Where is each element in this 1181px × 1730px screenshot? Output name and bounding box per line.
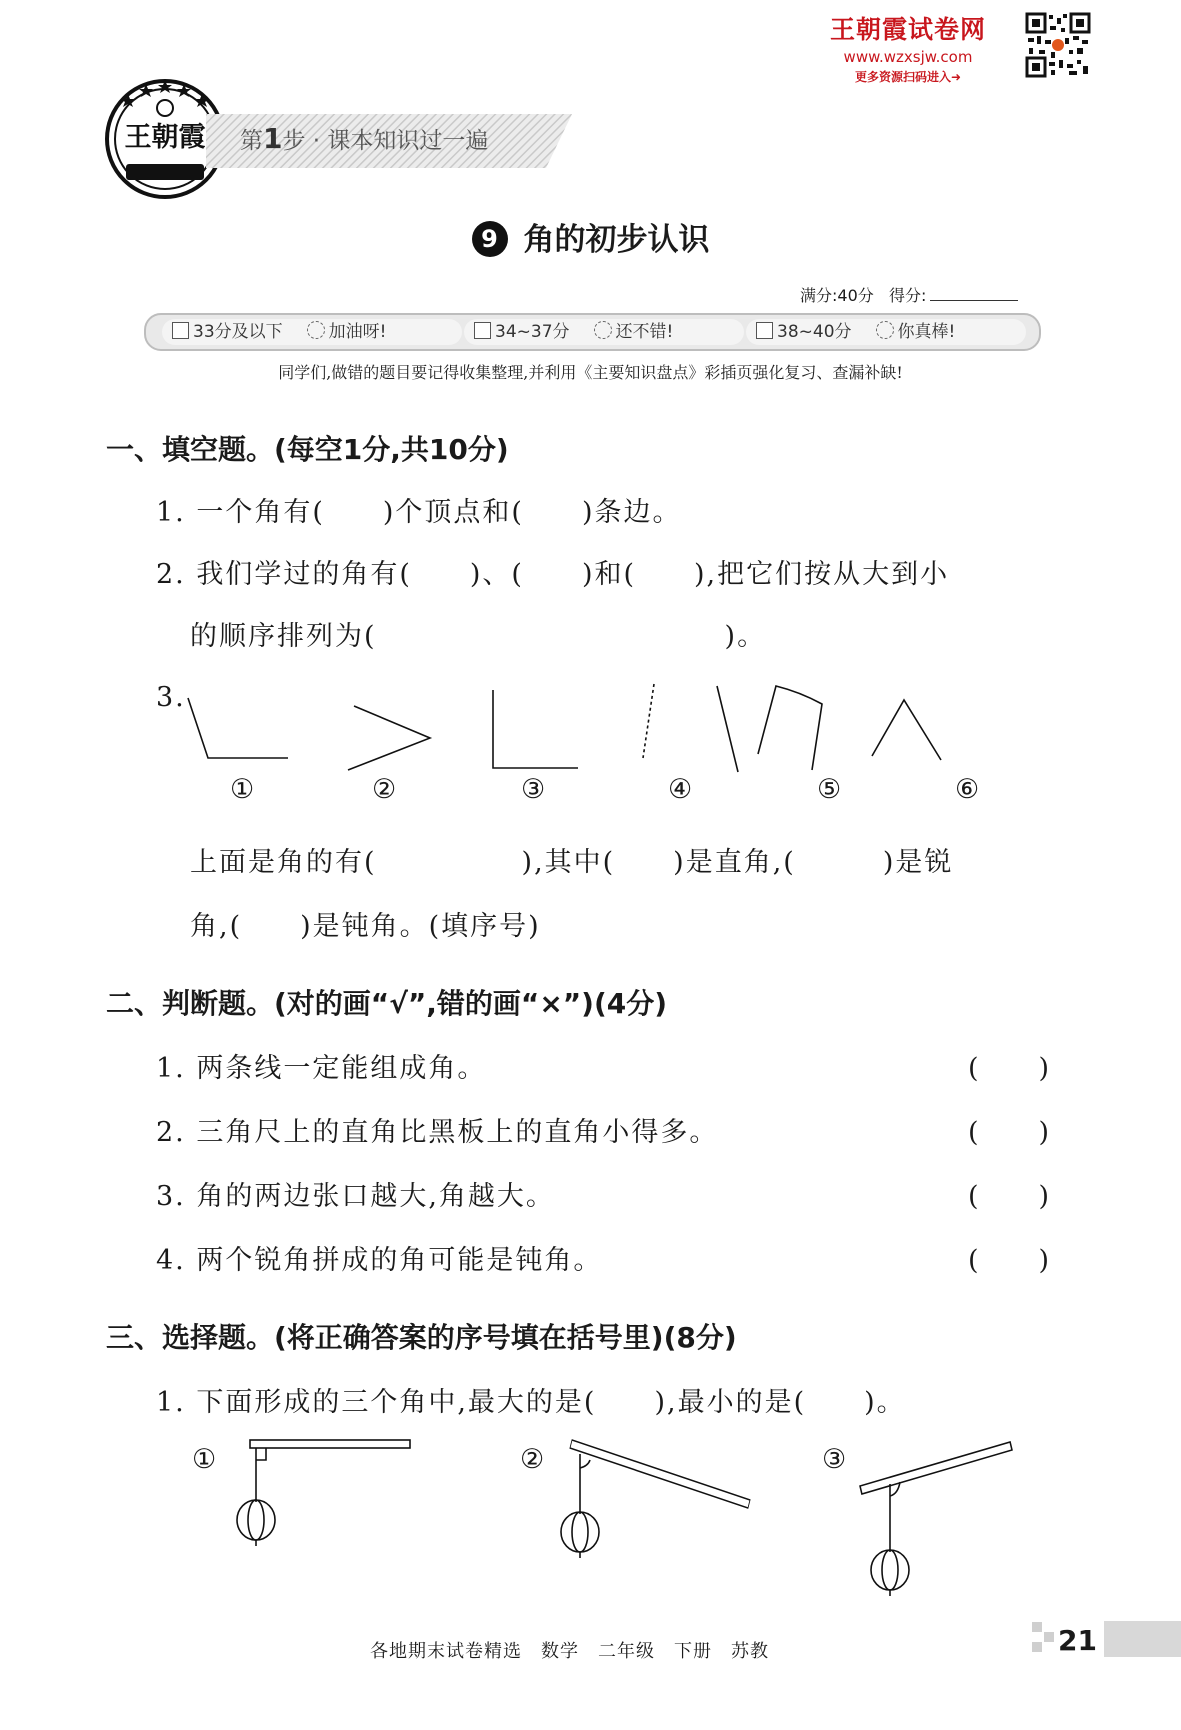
score-blank[interactable] xyxy=(930,286,1018,301)
s2-item-1: 1. 两条线一定能组成角。 xyxy=(156,1053,487,1084)
page-number-bar xyxy=(1104,1621,1181,1657)
s3-question-1: 1. 下面形成的三个角中,最大的是( ),最小的是( )。 xyxy=(156,1387,906,1418)
rating-range: 34~37分 xyxy=(495,322,570,342)
s2-answer-blank-2[interactable]: ( ) xyxy=(968,1117,1052,1148)
figure-label-5: ⑤ xyxy=(817,774,842,805)
s2-answer-blank-4[interactable]: ( ) xyxy=(968,1245,1052,1276)
brand-scan-text: 更多资源扫码进入➜ xyxy=(854,70,962,84)
s2-answer-blank-3[interactable]: ( ) xyxy=(968,1181,1052,1212)
figure-label-2: ② xyxy=(372,774,397,805)
step-suffix: 步 · 课本知识过一遍 xyxy=(282,128,489,154)
lantern-figure-2 xyxy=(561,1440,750,1558)
s1-question-3-line2: 角,( )是钝角。(填序号) xyxy=(190,911,541,942)
footer-book-info: 各地期末试卷精选 数学 二年级 下册 苏教 xyxy=(370,1641,769,1662)
s2-item-3: 3. 角的两边张口越大,角越大。 xyxy=(156,1181,555,1212)
seal-logo-text: 王朝霞 xyxy=(124,122,206,153)
s2-answer-blank-1[interactable]: ( ) xyxy=(968,1053,1052,1084)
rating-range: 33分及以下 xyxy=(193,322,283,342)
face-icon xyxy=(307,321,325,339)
s1-question-2-line2: 的顺序排列为( )。 xyxy=(190,621,767,652)
corner-squares-icon xyxy=(1032,1622,1054,1654)
figure-2-shape xyxy=(348,706,430,770)
step-number: 1 xyxy=(263,122,283,155)
figure-6-shape xyxy=(872,700,941,760)
score-label: 得分: xyxy=(889,286,927,305)
rating-option-high[interactable] xyxy=(746,319,1026,345)
brand-header xyxy=(830,10,986,85)
score-line xyxy=(800,283,1018,306)
lantern-figure-label-1: ① xyxy=(192,1444,217,1475)
s1-question-2-line1: 2. 我们学过的角有( )、( )和( ),把它们按从大到小 xyxy=(156,559,950,590)
lantern-figure-3 xyxy=(860,1442,1012,1596)
figure-3-shape xyxy=(493,690,578,768)
rating-comment: 还不错! xyxy=(615,322,674,342)
s1-question-3-line1: 上面是角的有( ),其中( )是直角,( )是锐 xyxy=(190,847,954,878)
step-title xyxy=(240,122,488,155)
figure-4-right-line xyxy=(717,686,738,772)
rating-option-low[interactable] xyxy=(162,319,462,345)
rating-comment: 加油呀! xyxy=(328,322,387,342)
qr-code-icon[interactable] xyxy=(1025,12,1091,78)
section-1-heading: 一、填空题。(每空1分,共10分) xyxy=(106,433,509,466)
brand-name: 王朝霞试卷网 xyxy=(830,15,987,44)
face-icon xyxy=(594,321,612,339)
lantern-figure-label-3: ③ xyxy=(822,1444,847,1475)
lantern-figure-label-2: ② xyxy=(520,1444,545,1475)
figure-label-6: ⑥ xyxy=(955,774,980,805)
study-note: 同学们,做错的题目要记得收集整理,并利用《主要知识盘点》彩插页强化复习、查漏补缺! xyxy=(278,363,903,382)
section-2-heading: 二、判断题。(对的画“√”,错的画“×”)(4分) xyxy=(106,987,668,1020)
self-rating-bar xyxy=(144,313,1041,351)
figure-5-shape xyxy=(758,686,822,770)
lantern-figure-1 xyxy=(237,1440,410,1546)
s2-item-2: 2. 三角尺上的直角比黑板上的直角小得多。 xyxy=(156,1117,719,1148)
angle-figures xyxy=(180,668,1040,778)
lesson-title: 角的初步认识 xyxy=(523,222,710,258)
s1-question-1: 1. 一个角有( )个顶点和( )条边。 xyxy=(156,497,682,528)
step-prefix: 第 xyxy=(240,128,263,154)
figure-label-3: ③ xyxy=(521,774,546,805)
s2-item-4: 4. 两个锐角拼成的角可能是钝角。 xyxy=(156,1245,603,1276)
figure-4-left-line xyxy=(643,684,654,758)
full-score: 满分:40分 xyxy=(800,286,874,305)
rating-range: 38~40分 xyxy=(777,322,852,342)
rating-checkbox[interactable] xyxy=(172,322,189,339)
section-3-heading: 三、选择题。(将正确答案的序号填在括号里)(8分) xyxy=(106,1321,737,1354)
lesson-number-badge: 9 xyxy=(472,221,508,257)
s1-question-3-label: 3. xyxy=(156,682,186,713)
page-title xyxy=(0,214,1181,259)
rating-comment: 你真棒! xyxy=(897,322,956,342)
page-number: 21 xyxy=(1058,1624,1097,1657)
face-icon xyxy=(876,321,894,339)
figure-label-1: ① xyxy=(230,774,255,805)
rating-option-mid[interactable] xyxy=(464,319,744,345)
figure-1-shape xyxy=(188,698,288,758)
figure-label-4: ④ xyxy=(668,774,693,805)
rating-checkbox[interactable] xyxy=(474,322,491,339)
lantern-angle-figures xyxy=(220,1430,1040,1620)
brand-url[interactable]: www.wzxsjw.com xyxy=(843,48,973,66)
rating-checkbox[interactable] xyxy=(756,322,773,339)
